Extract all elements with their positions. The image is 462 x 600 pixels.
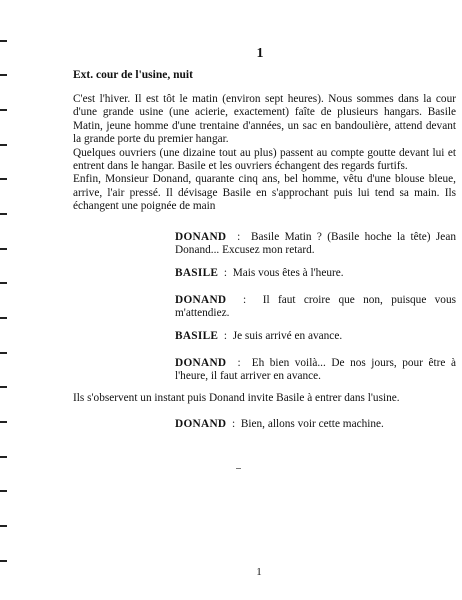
- binding-mark: [0, 40, 7, 42]
- dialogue-text: Eh bien voilà... De nos jours, pour être à l'heure, il faut arriver en avance.: [175, 357, 456, 383]
- action-block: [73, 392, 456, 405]
- binding-mark: [0, 456, 7, 458]
- speaker-name: DONAND: [175, 294, 227, 306]
- speaker-name: BASILE: [175, 267, 219, 279]
- dialogue-text: Mais vous êtes à l'heure.: [232, 267, 344, 279]
- speaker-name: DONAND: [175, 231, 227, 243]
- dialogue-text: Il faut croire que non, puisque vous m'attendiez.: [175, 294, 456, 320]
- stray-mark: [236, 468, 241, 469]
- binding-mark: [0, 74, 7, 76]
- dialogue-line: [175, 330, 456, 343]
- speaker-separator: :: [226, 418, 241, 430]
- speaker-separator: :: [218, 267, 233, 279]
- page-number-bottom: 1: [256, 566, 262, 578]
- dialogue-line: [175, 294, 456, 321]
- binding-mark: [0, 525, 7, 527]
- binding-mark: [0, 178, 7, 180]
- action-paragraph: C'est l'hiver. Il est tôt le matin (environ sept heures). Nous sommes dans la cour d'une grande usine (une acierie, exactement) faîte de plusieurs hangars. Basile Matin, jeune homme d'une trentaine d'années, un sac en bandoulière, attend devant la grande porte du premier hangar.: [73, 93, 456, 146]
- dialogue-line: [175, 418, 456, 431]
- speaker-name: DONAND: [175, 418, 227, 430]
- scene-heading: Ext. cour de l'usine, nuit: [73, 69, 193, 81]
- speaker-separator: :: [226, 357, 252, 369]
- binding-mark: [0, 317, 7, 319]
- speaker-separator: :: [226, 231, 251, 243]
- dialogue-line: [175, 357, 456, 384]
- action-block: [73, 93, 456, 214]
- action-paragraph: Quelques ouvriers (une dizaine tout au plus) passent au compte goutte devant lui et entrent dans le hangar. Basile et les ouvriers échangent des regards furtifs.: [73, 146, 456, 173]
- dialogue-text: Je suis arrivé en avance.: [232, 330, 343, 342]
- binding-mark: [0, 213, 7, 215]
- binding-mark: [0, 144, 7, 146]
- dialogue-text: Bien, allons voir cette machine.: [240, 418, 384, 430]
- binding-mark: [0, 109, 7, 111]
- binding-mark: [0, 386, 7, 388]
- page-number-top: 1: [256, 46, 264, 61]
- binding-mark: [0, 560, 7, 562]
- action-paragraph: Ils s'observent un instant puis Donand invite Basile à entrer dans l'usine.: [73, 392, 400, 404]
- binding-hole-marks: [0, 0, 10, 600]
- binding-mark: [0, 282, 7, 284]
- speaker-separator: :: [226, 294, 263, 306]
- dialogue-line: [175, 267, 456, 280]
- dialogue-text: Basile Matin ? (Basile hoche la tête) Jean Donand... Excusez mon retard.: [175, 231, 456, 257]
- binding-mark: [0, 421, 7, 423]
- dialogue-line: [175, 231, 456, 258]
- binding-mark: [0, 352, 7, 354]
- action-paragraph: Enfin, Monsieur Donand, quarante cinq ans, bel homme, vêtu d'une blouse bleue, arrive, l'air pressé. Il dévisage Basile en s'approchant puis lui tend sa main. Ils échangent une poignée de main: [73, 173, 456, 213]
- speaker-separator: :: [218, 330, 233, 342]
- speaker-name: DONAND: [175, 357, 227, 369]
- speaker-name: BASILE: [175, 330, 219, 342]
- binding-mark: [0, 490, 7, 492]
- binding-mark: [0, 248, 7, 250]
